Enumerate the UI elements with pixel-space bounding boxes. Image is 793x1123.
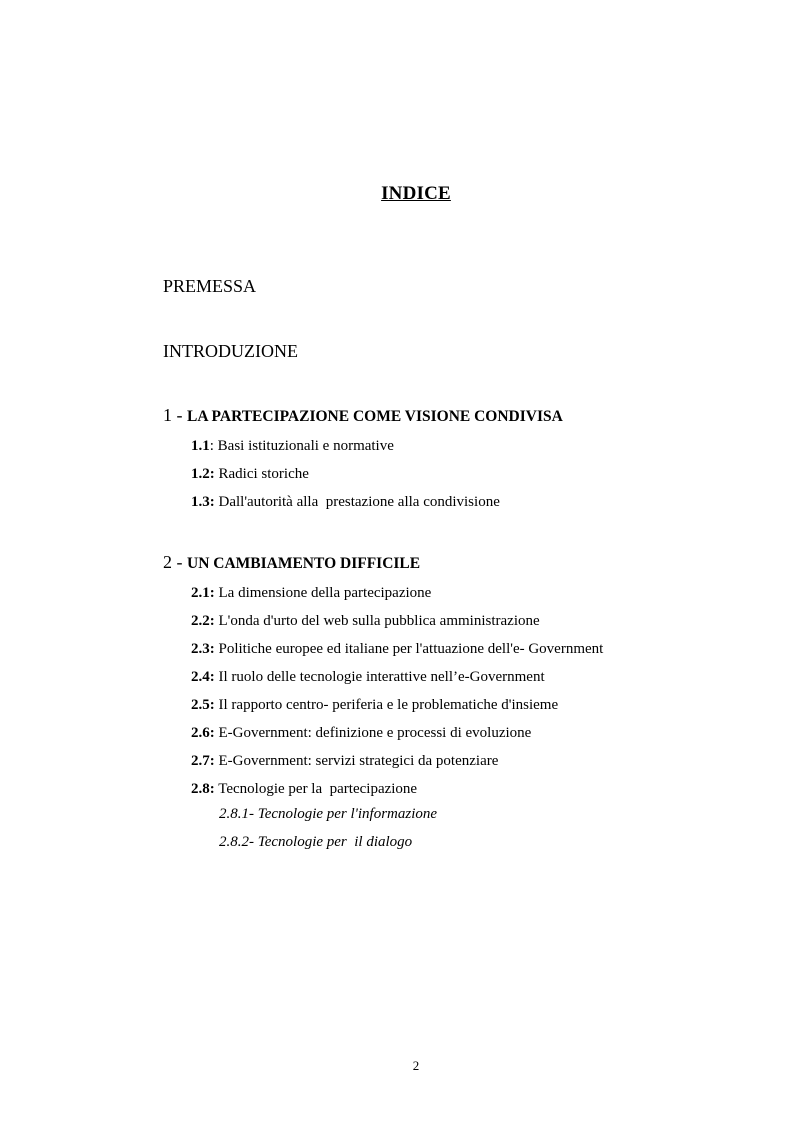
section-number: 2.4: xyxy=(191,669,215,685)
chapter-2-sections xyxy=(191,579,603,803)
toc-section-1-1 xyxy=(191,432,500,460)
chapter-number: 1 - xyxy=(163,405,187,425)
toc-section-1-2 xyxy=(191,460,500,488)
section-title: La dimensione della partecipazione xyxy=(218,585,432,601)
page-number: 2 xyxy=(412,1058,420,1073)
section-number: 1.2: xyxy=(191,466,215,482)
section-title: E-Government: servizi strategici da potenziare xyxy=(218,753,499,769)
section-title: L'onda d'urto del web sulla pubblica amministrazione xyxy=(218,613,540,629)
section-number: 2.8: xyxy=(191,781,215,797)
section-number: 2.6: xyxy=(191,725,215,741)
section-number: 2.7: xyxy=(191,753,215,769)
toc-subsection-2-8-2: 2.8.2- Tecnologie per il dialogo xyxy=(219,834,413,850)
section-title: E-Government: definizione e processi di evoluzione xyxy=(218,725,532,741)
chapter-heading-2 xyxy=(163,552,420,573)
section-title: Dall'autorità alla prestazione alla condivisione xyxy=(218,494,500,510)
section-title: Basi istituzionali e normative xyxy=(217,438,394,454)
section-title: Il ruolo delle tecnologie interattive nell’e-Government xyxy=(218,669,545,685)
toc-section-2-4 xyxy=(191,663,603,691)
section-title: Politiche europee ed italiane per l'attuazione dell'e- Government xyxy=(218,641,604,657)
toc-subsection-2-8-1: 2.8.1- Tecnologie per l'informazione xyxy=(219,806,438,822)
section-title: Tecnologie per la partecipazione xyxy=(218,781,418,797)
page-title: INDICE xyxy=(381,183,451,204)
section-title: Radici storiche xyxy=(218,466,309,482)
toc-section-2-2 xyxy=(191,607,603,635)
toc-entry-introduzione: INTRODUZIONE xyxy=(163,341,298,361)
toc-section-2-8 xyxy=(191,775,603,803)
toc-section-2-6 xyxy=(191,719,603,747)
section-title: Il rapporto centro- periferia e le problematiche d'insieme xyxy=(218,697,559,713)
toc-section-1-3 xyxy=(191,488,500,516)
toc-section-2-3 xyxy=(191,635,603,663)
chapter-title: LA PARTECIPAZIONE COME VISIONE CONDIVISA xyxy=(187,408,563,425)
section-number: 1.1 xyxy=(191,438,210,454)
chapter-title: UN CAMBIAMENTO DIFFICILE xyxy=(187,555,421,572)
section-number: 2.2: xyxy=(191,613,215,629)
toc-section-2-7 xyxy=(191,747,603,775)
chapter-heading-1 xyxy=(163,405,563,426)
chapter-1-sections xyxy=(191,432,500,516)
section-number: 2.3: xyxy=(191,641,215,657)
section-number: 1.3: xyxy=(191,494,215,510)
toc-section-2-5 xyxy=(191,691,603,719)
section-separator: : xyxy=(209,438,218,454)
section-number: 2.1: xyxy=(191,585,215,601)
toc-section-2-1 xyxy=(191,579,603,607)
chapter-number: 2 - xyxy=(163,552,187,572)
section-2-8-subsections xyxy=(219,800,437,856)
section-number: 2.5: xyxy=(191,697,215,713)
toc-entry-premessa: PREMESSA xyxy=(163,276,257,296)
